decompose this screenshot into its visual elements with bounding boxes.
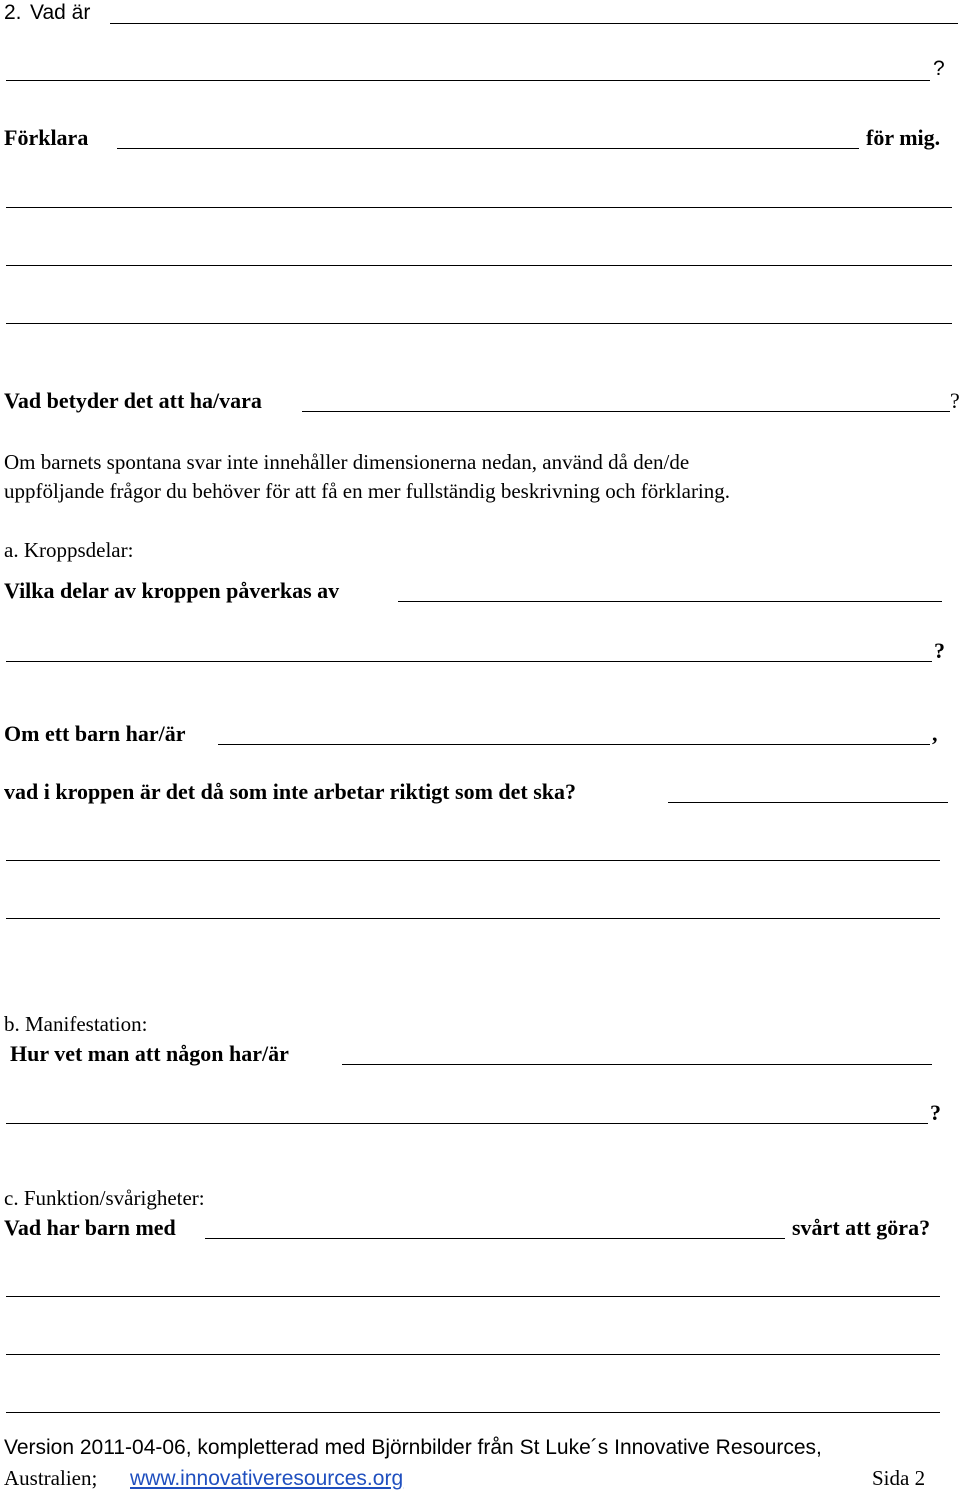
explain-tail: för mig. <box>866 125 941 150</box>
section-b-question: Hur vet man att någon har/är <box>10 1041 289 1066</box>
answer-line[interactable] <box>6 80 930 81</box>
intro-line-2: uppföljande frågor du behöver för att få en mer fullständig beskrivning och förklaring. <box>4 479 731 503</box>
section-a-question: Vilka delar av kroppen påverkas av <box>4 578 340 603</box>
answer-line[interactable] <box>117 148 859 149</box>
answer-line[interactable] <box>110 23 958 24</box>
footer-version: Version 2011-04-06, kompletterad med Björnbilder från St Luke´s Innovative Resources, <box>4 1436 822 1459</box>
intro-line-1: Om barnets spontana svar inte innehåller dimensionerna nedan, använd då den/de <box>4 450 690 474</box>
footer-website-link[interactable]: www.innovativeresources.org <box>130 1467 404 1490</box>
question-lead: Vad är <box>30 1 91 24</box>
answer-line[interactable] <box>6 323 952 324</box>
section-c-heading: c. Funktion/svårigheter: <box>4 1186 205 1210</box>
question-number: 2. <box>4 1 22 24</box>
question-mark: ? <box>934 638 945 663</box>
comma: , <box>932 721 938 746</box>
answer-line[interactable] <box>342 1064 932 1065</box>
answer-line[interactable] <box>205 1238 785 1239</box>
section-c-question-lead: Vad har barn med <box>4 1215 176 1240</box>
answer-line[interactable] <box>6 207 952 208</box>
footer-prefix: Australien; <box>4 1466 98 1490</box>
answer-line[interactable] <box>302 411 950 412</box>
answer-line[interactable] <box>668 802 948 803</box>
page-number: Sida 2 <box>872 1466 926 1490</box>
meaning-lead: Vad betyder det att ha/vara <box>4 388 262 413</box>
answer-line[interactable] <box>6 1123 928 1124</box>
answer-line[interactable] <box>6 1412 940 1413</box>
section-b-heading: b. Manifestation: <box>4 1012 148 1036</box>
answer-line[interactable] <box>6 860 940 861</box>
section-a-question-3: vad i kroppen är det då som inte arbetar riktigt som det ska? <box>4 779 577 804</box>
section-c-question-tail: svårt att göra? <box>792 1215 931 1240</box>
explain-lead: Förklara <box>4 125 89 150</box>
answer-line[interactable] <box>6 661 932 662</box>
question-mark: ? <box>930 1100 941 1125</box>
answer-line[interactable] <box>6 265 952 266</box>
question-mark: ? <box>933 57 945 80</box>
section-a-question-2: Om ett barn har/är <box>4 721 186 746</box>
answer-line[interactable] <box>6 918 940 919</box>
answer-line[interactable] <box>398 601 942 602</box>
answer-line[interactable] <box>218 744 930 745</box>
answer-line[interactable] <box>6 1354 940 1355</box>
section-a-heading: a. Kroppsdelar: <box>4 538 134 562</box>
question-mark: ? <box>950 388 960 413</box>
answer-line[interactable] <box>6 1296 940 1297</box>
